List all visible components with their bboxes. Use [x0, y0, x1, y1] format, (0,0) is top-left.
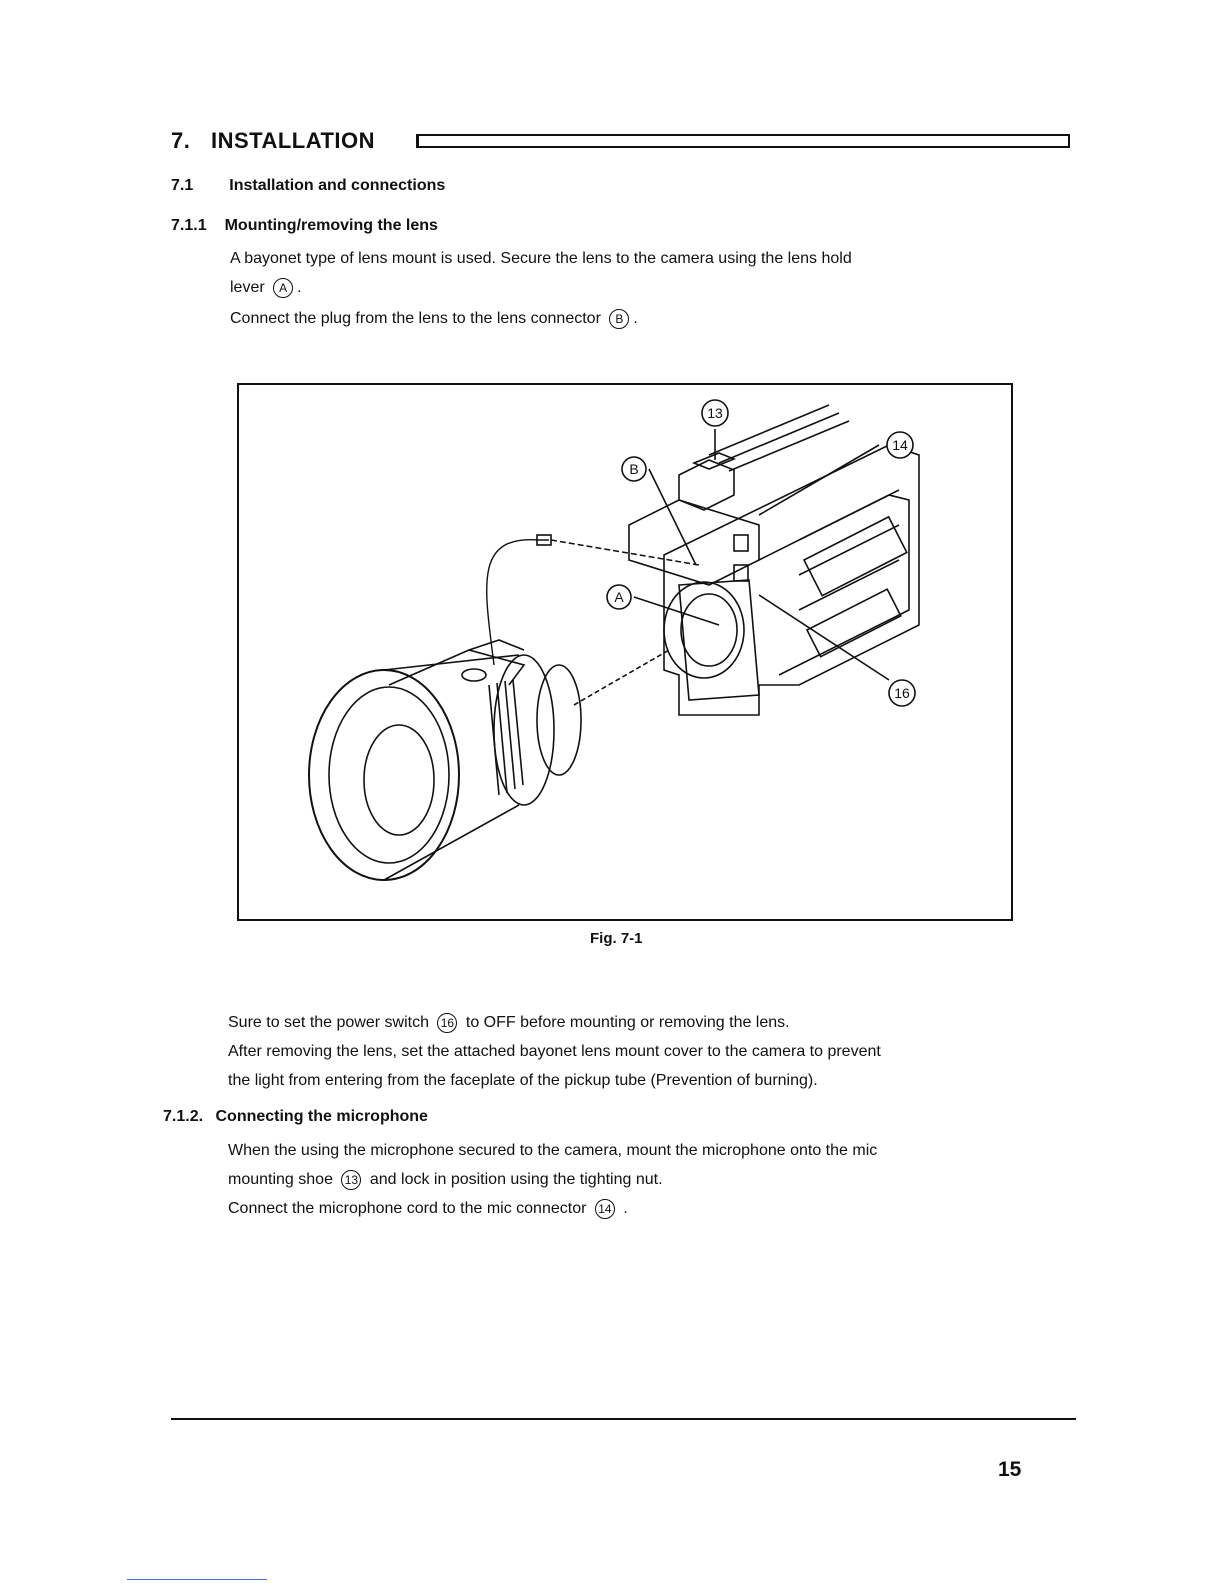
camera-lens-illustration: [239, 385, 1011, 919]
text-lever: lever: [230, 279, 265, 296]
subsubsection-heading-mic: [163, 1108, 428, 1126]
callout-label-b: B: [629, 461, 639, 477]
callout-marker-b: B: [609, 309, 629, 329]
microphone-paragraph: [228, 1136, 1098, 1223]
subsubsection-title: Mounting/removing the lens: [224, 217, 438, 234]
page-number: 15: [998, 1458, 1022, 1481]
power-line2: After removing the lens, set the attached bayonet lens mount cover to the camera to prevent: [228, 1043, 881, 1060]
text-period: .: [633, 310, 638, 327]
text-period: .: [623, 1200, 628, 1217]
text-mic-cord: Connect the microphone cord to the mic connector: [228, 1200, 587, 1217]
text-lock-position: and lock in position using the tighting nut.: [369, 1171, 663, 1188]
callout-marker-13: 13: [341, 1170, 361, 1190]
text-power-switch: Sure to set the power switch: [228, 1014, 429, 1031]
figure-frame: [237, 383, 1013, 921]
callout-label-13: 13: [707, 405, 723, 421]
lens-paragraph-line2: [230, 273, 1090, 302]
subsubsection-heading-lens: [171, 217, 438, 235]
section-title: INSTALLATION: [210, 128, 376, 153]
lens-paragraph-line1: A bayonet type of lens mount is used. Secure the lens to the camera using the lens hold: [230, 250, 852, 267]
subsection-title: Installation and connections: [229, 177, 446, 194]
mic-line3: [228, 1194, 1098, 1223]
subsection-heading: [171, 177, 445, 195]
figure-caption: Fig. 7-1: [590, 930, 643, 947]
power-line1: [228, 1008, 1098, 1037]
subsubsection-title: Connecting the microphone: [215, 1108, 428, 1125]
heading-rule-box: [416, 134, 1070, 148]
power-line3: the light from entering from the faceplate of the pickup tube (Prevention of burning).: [228, 1072, 818, 1089]
subsection-number: 7.1: [171, 177, 194, 194]
text-connect-plug: Connect the plug from the lens to the lens connector: [230, 310, 601, 327]
scan-edge-line: [127, 1579, 267, 1580]
mic-line1: When the using the microphone secured to the camera, mount the microphone onto the mic: [228, 1142, 878, 1159]
footer-rule: [171, 1418, 1076, 1420]
power-switch-paragraph: [228, 1008, 1098, 1095]
callout-marker-14: 14: [595, 1199, 615, 1219]
section-number: 7.: [171, 128, 191, 153]
callout-label-14: 14: [892, 437, 908, 453]
mic-line2: [228, 1165, 1098, 1194]
lens-paragraph-line3: [230, 304, 1090, 333]
text-period: .: [297, 279, 302, 296]
text-mounting-shoe: mounting shoe: [228, 1171, 333, 1188]
subsubsection-number: 7.1.1: [171, 217, 207, 234]
lens-paragraph: [230, 244, 1090, 333]
callout-marker-a: A: [273, 278, 293, 298]
text-to-off: to OFF before mounting or removing the lens.: [465, 1014, 790, 1031]
callout-label-16: 16: [894, 685, 910, 701]
callout-marker-16: 16: [437, 1013, 457, 1033]
subsubsection-number: 7.1.2.: [163, 1108, 204, 1125]
section-heading: [171, 128, 375, 154]
callout-label-a: A: [614, 589, 624, 605]
